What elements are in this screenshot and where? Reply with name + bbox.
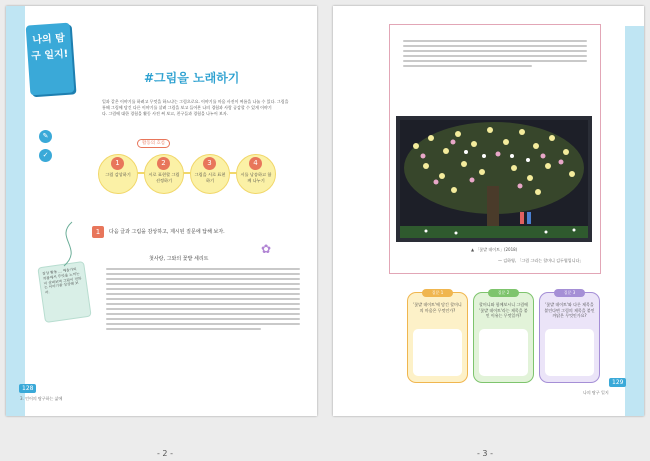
- intro-line: 일과 같은 이야기를 하려고 무엇을 하느냐는 그림으로요. 이야기를 마음 사진이 여름을 나눌 수 있다. 그림을: [102, 99, 289, 104]
- card-label: 질문 2: [488, 289, 519, 297]
- card-label: 질문 3: [554, 289, 585, 297]
- activity-label: 활동의 흐름: [137, 139, 170, 148]
- tag-text: 감상 활동 ... 예술가의 작품에서 무엇을 느끼는지 살펴보며 그림이 전하는 이야기를 상상해 보자.: [41, 267, 82, 295]
- question-card-3: [539, 292, 600, 383]
- painting-caption: ▲ 「꽃밭 데이트」(2018): [471, 247, 518, 252]
- step-text: 시를 낭송하고 함께 나누기: [240, 172, 272, 183]
- step-2: [144, 154, 184, 194]
- intro-line: 다. 그림에 대한 경험을 활동 사전 써 보고, 친구들과 경험을 나누어 보자.: [102, 111, 228, 116]
- step-3: [190, 154, 230, 194]
- task-number: 1: [92, 226, 104, 238]
- painting-image: [396, 116, 592, 242]
- answer-box[interactable]: [545, 329, 594, 376]
- page-number: 129: [609, 378, 626, 387]
- step-text: 시로 표현할 그림 선정하기: [148, 172, 180, 183]
- side-band: [625, 26, 644, 416]
- card-question: '꽃밭 데이트'와 다른 제목을 붙인다면 그림의 제목을 붙인 까닭은 무엇인가요?: [544, 302, 595, 318]
- page-footer: 3. 언어의 탐구하는 삶에: [20, 396, 63, 401]
- step-number: 2: [157, 157, 170, 170]
- intro-line: 통해 그림에 담긴 다른 이야기를 살려 그림을 보고 들어본 나의 경험과 사람 공감할 수 있게 이야기: [102, 105, 272, 110]
- step-text: 그림 감상하기: [105, 172, 131, 177]
- answer-box[interactable]: [479, 329, 528, 376]
- painting-source: — 김하영, 「그림 그리는 할머니 김두엽입니다」: [498, 258, 584, 263]
- article-title: 첫사랑, 그와의 꽃밭 세리트: [149, 256, 209, 262]
- nav-icon-2[interactable]: ✓: [39, 149, 52, 162]
- right-page: [333, 6, 644, 416]
- card-question: '꽃밭 데이트'에 담긴 할머니의 마음은 무엇인가?: [413, 302, 462, 313]
- card-question: 할머니와 함께보시니 그림에 '꽃밭 데이트'라는 제목을 붙인 이유는 무엇일까?: [479, 302, 528, 318]
- step-number: 3: [203, 157, 216, 170]
- left-page: [6, 6, 317, 416]
- step-number: 1: [111, 157, 124, 170]
- page-footer: 나의 탐구 일지: [583, 390, 609, 395]
- page-label-right: - 3 -: [477, 449, 493, 458]
- question-card-1: [407, 292, 468, 383]
- page-label-left: - 2 -: [157, 449, 173, 458]
- tag-string: [44, 218, 104, 278]
- question-card-2: [473, 292, 534, 383]
- step-4: [236, 154, 276, 194]
- page-number: 128: [19, 384, 36, 393]
- task-text: 다음 글과 그림을 감상하고, 제시된 질문에 답해 보자.: [109, 229, 225, 235]
- step-number: 4: [249, 157, 262, 170]
- right-top-text: [403, 40, 587, 70]
- badge-title: 나의 탐구 일지!: [30, 32, 69, 63]
- flower-decoration: ✿: [261, 242, 272, 256]
- answer-box[interactable]: [413, 329, 462, 376]
- step-text: 그림을 시로 표현하기: [194, 172, 226, 183]
- nav-icon-1[interactable]: ✎: [39, 130, 52, 143]
- step-1: [98, 154, 138, 194]
- card-label: 질문 1: [422, 289, 453, 297]
- article-body: [106, 268, 300, 333]
- page-heading: #그림을 노래하기: [144, 71, 240, 85]
